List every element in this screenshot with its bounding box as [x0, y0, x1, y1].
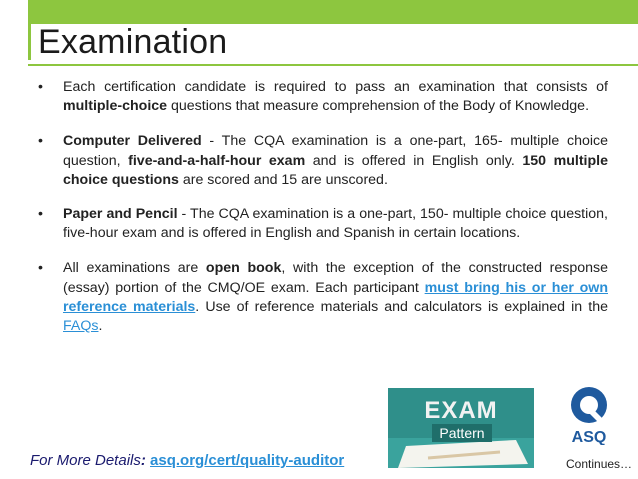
bullet-item-paper-and-pencil: • Paper and Pencil - The CQA examination is a one-part, 150- multiple choice question, five-hour exam and is offered in English and Spanish in certain locations. — [38, 206, 608, 242]
reference-materials-link[interactable]: must bring his or her own reference materials — [63, 279, 608, 315]
bullet-item-computer-delivered: • Computer Delivered - The CQA examination is a one-part, 165- multiple choice question, five-and-a-half-hour exam and is offered in English only. 150 multiple choice questions are scored and 15 are unscored. — [38, 133, 608, 188]
title-accent-line — [28, 24, 31, 60]
bullet-item-open-book: • All examinations are open book, with the exception of the constructed response (essay) portion of the CMQ/OE exam. Each participant must bring his or her own reference materials. Use of reference materials and calculators is explained in the FAQs. — [38, 260, 608, 335]
asq-logo — [561, 385, 617, 445]
details-url-link[interactable]: asq.org/cert/quality-auditor — [150, 452, 345, 469]
footer-details: For More Details: asq.org/cert/quality-auditor — [30, 452, 345, 469]
slide-title: Examination — [38, 23, 228, 61]
exam-pattern-image — [388, 388, 534, 468]
continues-label: Continues… — [566, 457, 633, 471]
pattern-word: Pattern — [439, 425, 485, 441]
faqs-link[interactable]: FAQs — [63, 318, 99, 335]
asq-logo-text: ASQ — [571, 429, 607, 445]
bullet-icon: • — [38, 260, 43, 277]
header-accent-bar — [28, 0, 638, 24]
bullet-icon: • — [38, 79, 43, 95]
title-divider — [28, 64, 638, 66]
exam-word: EXAM — [424, 397, 498, 424]
bullet-icon: • — [38, 133, 43, 150]
bullet-icon: • — [38, 206, 43, 223]
bullet-list — [38, 78, 608, 352]
bullet-item-requirement: • Each certification candidate is required to pass an examination that consists of multiple-choice questions that measure comprehension of the Body of Knowledge. — [38, 79, 608, 115]
